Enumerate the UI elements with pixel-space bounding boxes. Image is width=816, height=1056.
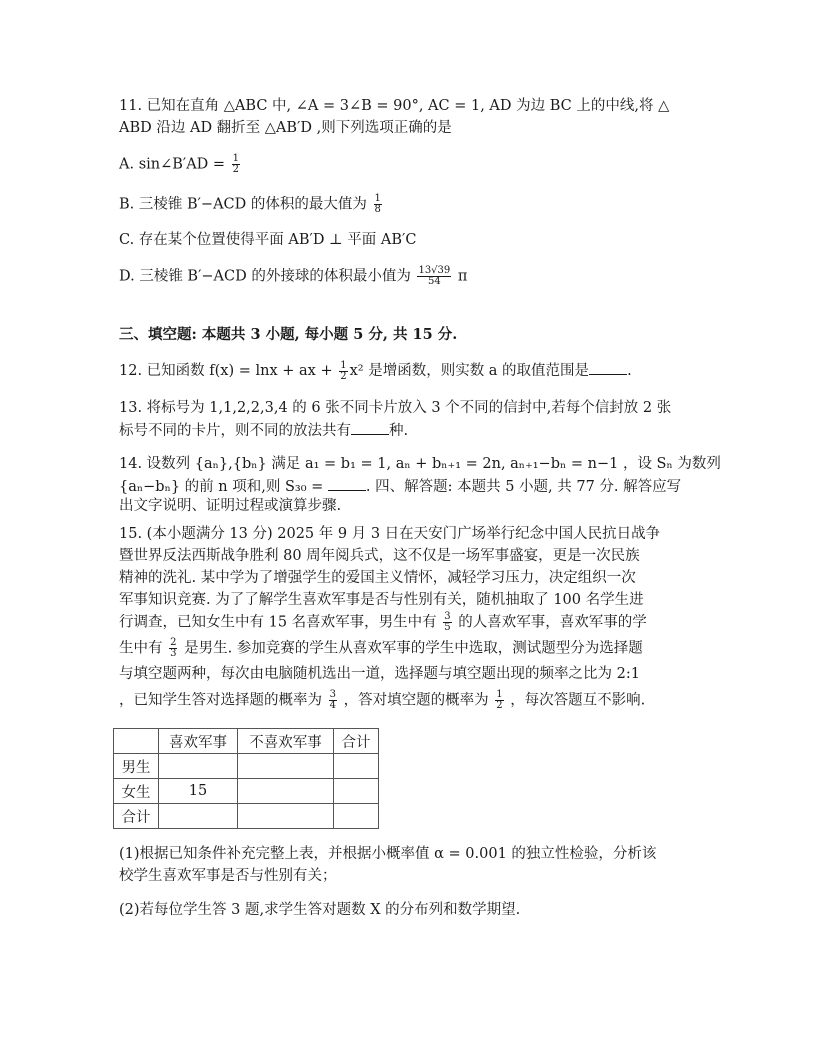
q13-text-post: 种. <box>389 423 409 439</box>
table-cell: 男生 <box>114 754 159 779</box>
q15-text-mid: ，答对填空题的概率为 <box>343 692 489 709</box>
table-row <box>114 779 379 804</box>
q13-line2 <box>119 420 699 442</box>
q11-option-a <box>119 154 699 176</box>
option-b-text: B. 三棱锥 B′−ACD 的体积的最大值为 <box>119 196 367 213</box>
table-cell <box>159 804 238 829</box>
contingency-table <box>113 728 379 829</box>
table-cell: 15 <box>159 779 238 804</box>
table-header-cell: 合计 <box>334 729 379 754</box>
q15-text: ，已知学生答对选择题的概率为 <box>119 692 322 709</box>
table-row <box>114 754 379 779</box>
option-a-text: A. sin∠B′AD = <box>119 156 226 173</box>
table-header-row <box>114 729 379 754</box>
q15-text-post: ，每次答题互不影响. <box>510 692 646 709</box>
q12-text: 12. 已知函数 f(x) = lnx + ax + <box>119 363 333 379</box>
q11-option-b <box>119 194 699 216</box>
q13-text: 标号不同的卡片，则不同的放法共有 <box>119 423 351 439</box>
table-cell <box>238 779 334 804</box>
q15-text: 行调查，已知女生中有 15 名喜欢军事，男生中有 <box>119 614 437 631</box>
q15-part2: (2)若每位学生答 3 题,求学生答对题数 X 的分布列和数学期望. <box>119 902 521 918</box>
fraction: $\frac{1}{2}$ <box>496 689 503 711</box>
answer-blank <box>328 476 366 491</box>
q15-text-post: 是男生. 参加竞赛的学生从喜欢军事的学生中选取，测试题型分为选择题 <box>184 640 643 657</box>
q14-line1: 14. 设数列 {aₙ},{bₙ} 满足 a₁ = b₁ = 1, aₙ + bₙ₊₁ = 2n, aₙ₊₁−bₙ = n−1 ，设 Sₙ 为数列 <box>119 456 721 472</box>
q13-line1: 13. 将标号为 1,1,2,2,3,4 的 6 张不同卡片放入 3 个不同的信封中,若每个信封放 2 张 <box>119 400 672 416</box>
q14-text: {aₙ−bₙ} 的前 n 项和,则 S₃₀ = <box>119 479 324 495</box>
q15-part1-line2: 校学生喜欢军事是否与性别有关； <box>119 868 337 884</box>
q15-part1-line1: (1)根据已知条件补充完整上表，并根据小概率值 α = 0.001 的独立性检验，分析该 <box>119 846 657 862</box>
table-header-cell: 喜欢军事 <box>159 729 238 754</box>
q15-line2: 暨世界反法西斯战争胜利 80 周年阅兵式，这不仅是一场军事盛宴，更是一次民族 <box>119 548 640 564</box>
q15-line7: 与填空题两种，每次由电脑随机选出一道，选择题与填空题出现的频率之比为 2:1 <box>119 666 640 682</box>
table-cell <box>159 754 238 779</box>
q15-text: 生中有 <box>119 640 163 657</box>
table-cell <box>238 804 334 829</box>
q15-text-post: 的人喜欢军事，喜欢军事的学 <box>458 614 647 631</box>
fraction: $\frac{1}{8}$ <box>374 193 381 215</box>
q15-line3: 精神的洗礼. 某中学为了增强学生的爱国主义情怀，减轻学习压力，决定组织一次 <box>119 570 636 586</box>
table-cell: 合计 <box>114 804 159 829</box>
q12-end: . <box>627 363 632 379</box>
answer-blank <box>351 420 389 435</box>
answer-blank <box>589 360 627 375</box>
section3-heading: 三、填空题: 本题共 3 小题, 每小题 5 分, 共 15 分. <box>119 326 458 343</box>
table-cell <box>334 779 379 804</box>
q12-text-post: x² 是增函数，则实数 a 的取值范围是 <box>349 363 590 379</box>
q15-line1: 15. (本小题满分 13 分) 2025 年 9 月 3 日在天安门广场举行纪念中国人民抗日战争 <box>119 526 661 542</box>
table-cell: 女生 <box>114 779 159 804</box>
q11-line1: 11. 已知在直角 △ABC 中, ∠A = 3∠B = 90°, AC = 1, AD 为边 BC 上的中线,将 △ <box>119 98 670 114</box>
q15-line5 <box>119 612 699 634</box>
table-header-cell: 不喜欢军事 <box>238 729 334 754</box>
table-cell <box>334 754 379 779</box>
fraction: $\frac{1}{2}$ <box>340 359 347 382</box>
fraction: $\frac{3}{4}$ <box>329 689 336 711</box>
table-cell <box>238 754 334 779</box>
q15-line4: 军事知识竞赛. 为了了解学生喜欢军事是否与性别有关，随机抽取了 100 名学生进 <box>119 592 644 608</box>
table-row <box>114 804 379 829</box>
table-header-cell <box>114 729 159 754</box>
fraction: $\frac{13√39}{54}$ <box>418 265 451 287</box>
table-cell <box>334 804 379 829</box>
pi-symbol: π <box>457 268 468 285</box>
fraction: $\frac{1}{2}$ <box>232 153 240 175</box>
q11-option-d <box>119 266 699 288</box>
q11-line2: ABD 沿边 AD 翻折至 △AB′D ,则下列选项正确的是 <box>119 120 452 136</box>
q15-line8 <box>119 690 699 712</box>
q15-line6 <box>119 638 699 660</box>
q12 <box>119 360 699 382</box>
q14-line2 <box>119 476 699 498</box>
option-d-text: D. 三棱锥 B′−ACD 的外接球的体积最小值为 <box>119 268 411 285</box>
q11-option-c: C. 存在某个位置使得平面 AB′D ⊥ 平面 AB′C <box>119 232 417 248</box>
fraction: $\frac{3}{5}$ <box>444 611 451 633</box>
q14-text-post: . 四、解答题: 本题共 5 小题, 共 77 分. 解答应写 <box>365 479 682 495</box>
q14-line3: 出文字说明、证明过程或演算步骤. <box>119 498 342 514</box>
fraction: $\frac{2}{3}$ <box>170 637 177 659</box>
